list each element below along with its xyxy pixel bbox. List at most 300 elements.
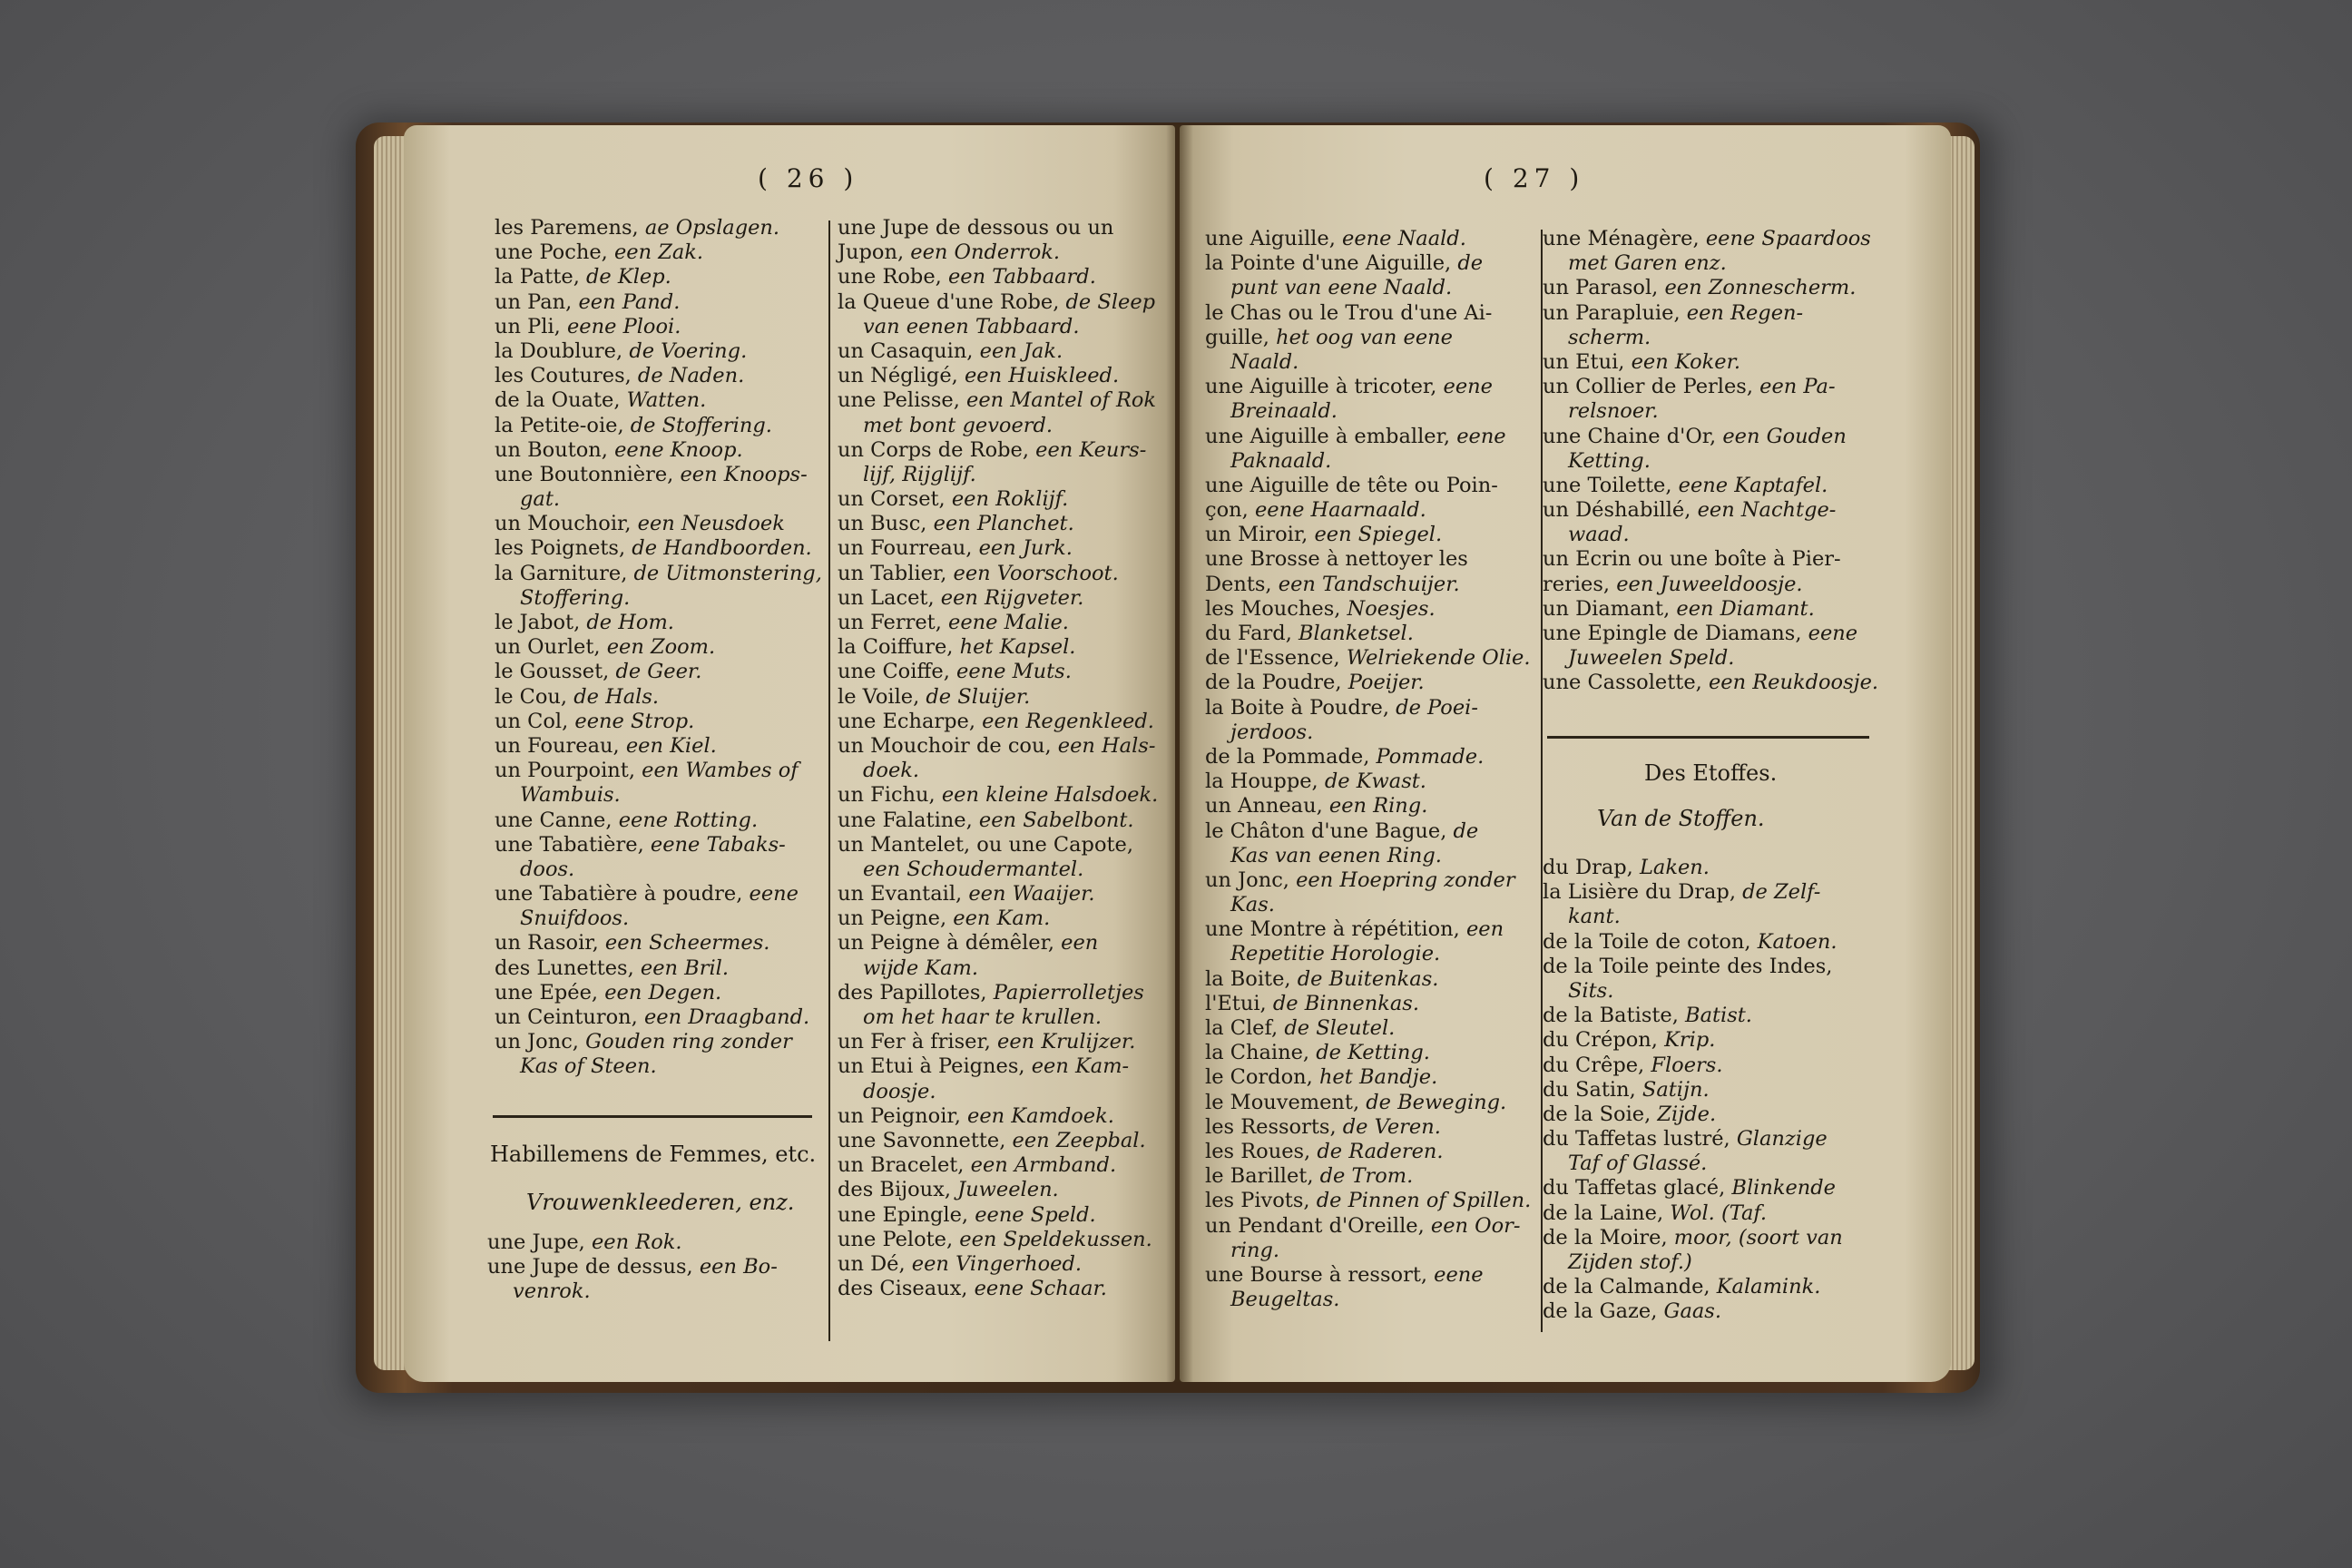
dictionary-entry-line (1205, 425, 1536, 449)
section-subtitle: Vrouwenkleederen, enz. (526, 1190, 795, 1215)
dutch-translation: moor, (soort van (1673, 1225, 1843, 1250)
french-term: le Cou, (495, 684, 574, 709)
dutch-translation: Glanzige (1736, 1127, 1828, 1152)
french-term: un Lacet, (838, 585, 941, 610)
dutch-translation: de Sleep (1065, 289, 1156, 314)
dutch-translation: het Kapsel. (959, 635, 1076, 660)
section-title: Habillemens de Femmes, etc. (490, 1142, 817, 1167)
dutch-translation: een Planchet. (933, 512, 1074, 536)
french-term: un Foureau, (495, 733, 626, 758)
french-term: un Bracelet, (838, 1153, 971, 1178)
dictionary-entry-line (1543, 979, 1878, 1004)
french-term: la Houppe, (1205, 769, 1325, 794)
french-term: un Peignoir, (838, 1103, 967, 1128)
dictionary-entry-line (495, 833, 821, 858)
dictionary-entry-line (1543, 1127, 1878, 1152)
dutch-translation: eene (1456, 424, 1506, 448)
dutch-translation: Gouden ring zonder (585, 1030, 792, 1054)
left-page-column-1 (495, 216, 821, 1080)
dictionary-entry-line (1543, 523, 1878, 547)
dutch-translation: doos. (520, 857, 575, 881)
dutch-translation: Kas van eenen Ring. (1230, 843, 1442, 867)
french-term: la Patte, (495, 265, 587, 289)
dutch-translation: Blinkende (1731, 1176, 1836, 1200)
dictionary-entry-line (838, 1153, 1164, 1178)
french-term: une Epingle de Diamans, (1543, 622, 1808, 645)
french-term: un Busc, (838, 512, 934, 536)
dictionary-entry-line (838, 759, 1164, 783)
french-term: la Coiffure, (838, 635, 960, 660)
dictionary-entry-line (1205, 1091, 1536, 1115)
french-term: une Aiguille à emballer, (1205, 424, 1457, 448)
french-term: un Jonc, (1205, 867, 1297, 892)
dutch-translation: Wambuis. (520, 783, 621, 808)
dictionary-entry-line (1205, 1065, 1536, 1090)
dictionary-entry-line (1543, 622, 1878, 646)
dutch-translation: een Kamdoek. (967, 1103, 1114, 1128)
french-term: des Papillotes, (838, 980, 994, 1004)
french-term: le Châton d'une Bague, (1205, 818, 1454, 843)
dictionary-entry-line (487, 1230, 814, 1255)
dutch-translation: een Kam. (953, 906, 1051, 931)
dictionary-entry-line (838, 1203, 1164, 1228)
dictionary-entry-line (1543, 1201, 1878, 1226)
french-term: un Diamant, (1543, 596, 1677, 621)
dictionary-entry-line (1543, 498, 1878, 523)
dictionary-entry-line (1543, 227, 1878, 251)
dictionary-entry-line (1205, 1041, 1536, 1065)
dictionary-entry-line (495, 685, 821, 710)
french-term: un Pendant d'Oreille, (1205, 1213, 1431, 1238)
dutch-translation: een Spiegel. (1314, 523, 1443, 547)
french-term: une Savonnette, (838, 1128, 1013, 1152)
french-term: le Cordon, (1205, 1065, 1319, 1090)
french-term: un Ferret, (838, 611, 949, 634)
french-term: un Peigne, (838, 906, 954, 931)
dutch-translation: een Mantel of Rok (966, 388, 1157, 413)
dictionary-entry-line (495, 808, 821, 833)
dictionary-entry-line (1543, 1078, 1878, 1102)
dutch-translation: eene Kaptafel. (1678, 473, 1828, 497)
dictionary-entry-line (1543, 573, 1878, 597)
dictionary-entry-line (495, 710, 821, 734)
french-term: un Etui, (1543, 349, 1632, 374)
dutch-translation: een Jak. (979, 338, 1063, 363)
dutch-translation: een Pa- (1759, 375, 1836, 399)
dictionary-entry-line (1205, 696, 1536, 720)
dictionary-entry-line (838, 1178, 1164, 1202)
french-term: une Pelote, (838, 1227, 960, 1251)
french-term: un Col, (495, 709, 575, 733)
section-rule (493, 1115, 812, 1118)
dictionary-entry-line (838, 1252, 1164, 1277)
dictionary-entry-line (1543, 930, 1878, 955)
dutch-translation: de Uitmonstering, (633, 561, 822, 585)
dutch-translation: de Sleutel. (1284, 1016, 1396, 1040)
french-term: çon, (1205, 498, 1255, 523)
dictionary-entry-line (1543, 856, 1878, 880)
dutch-translation: een Kam- (1031, 1054, 1130, 1079)
dictionary-entry-line (1205, 251, 1536, 276)
french-term: un Fichu, (838, 783, 942, 808)
section-rule (1547, 736, 1869, 739)
french-term: les Coutures, (495, 364, 638, 388)
dictionary-entry-line (1205, 573, 1536, 597)
dutch-translation: een Onderrok. (910, 240, 1061, 265)
dutch-translation: de Raderen. (1317, 1139, 1444, 1163)
dictionary-entry-line (1205, 671, 1536, 695)
french-term: un Jonc, (495, 1030, 586, 1054)
dutch-translation: Sits. (1568, 978, 1614, 1003)
dictionary-entry-line (1543, 350, 1878, 375)
dutch-translation: een Bo- (699, 1255, 778, 1279)
dutch-translation: Welriekende Olie. (1346, 646, 1531, 671)
french-term: de la Moire, (1543, 1225, 1674, 1250)
dictionary-entry-line (1543, 1275, 1878, 1299)
dutch-translation: Beugeltas. (1230, 1288, 1340, 1312)
dutch-translation: een kleine Halsdoek. (941, 783, 1159, 808)
dutch-translation: eene Rotting. (618, 808, 759, 832)
dutch-translation: een Tandschuijer. (1278, 572, 1460, 596)
dutch-translation: een Krulijzer. (997, 1030, 1136, 1054)
dutch-translation: de Hals. (573, 684, 660, 709)
dutch-translation: Juweelen Speld. (1568, 646, 1735, 671)
right-page (1180, 125, 1951, 1382)
dutch-translation: eene Muts. (956, 660, 1072, 684)
french-term: une Falatine, (838, 808, 979, 832)
dutch-translation: venrok. (513, 1279, 591, 1304)
dictionary-entry-line (838, 906, 1164, 931)
dictionary-entry-line (495, 660, 821, 684)
dictionary-entry-line (1543, 905, 1878, 929)
dictionary-entry-line (495, 882, 821, 906)
french-term: les Roues, (1205, 1139, 1318, 1163)
french-term: une Brosse à nettoyer les (1205, 547, 1468, 572)
dictionary-entry-line (1543, 375, 1878, 399)
dictionary-entry-line (495, 1054, 821, 1079)
dutch-translation: een Zeepbal. (1012, 1128, 1146, 1152)
french-term: une Aiguille, (1205, 227, 1342, 250)
dictionary-entry-line (1205, 547, 1536, 572)
dictionary-entry-line (495, 290, 821, 315)
french-term: une Canne, (495, 808, 619, 832)
french-term: une Bourse à ressort, (1205, 1262, 1435, 1287)
dictionary-entry-line (838, 1228, 1164, 1252)
french-term: la Petite-oie, (495, 413, 631, 437)
french-term: un Fourreau, (838, 536, 979, 561)
dutch-translation: eene (1443, 375, 1493, 399)
dictionary-entry-line (1543, 276, 1878, 300)
french-term: Dents, (1205, 572, 1279, 596)
dutch-translation: met Garen enz. (1568, 251, 1727, 276)
dictionary-entry-line (1205, 769, 1536, 794)
dictionary-entry-line (838, 1104, 1164, 1129)
dutch-translation: Batist. (1685, 1004, 1752, 1028)
french-term: les Ressorts, (1205, 1114, 1343, 1139)
dictionary-entry-line (495, 635, 821, 660)
dutch-translation: Papierrolletjes (993, 980, 1144, 1004)
dutch-translation: wijde Kam. (863, 956, 979, 980)
dutch-translation: Krip. (1664, 1028, 1716, 1053)
dictionary-entry-line (838, 463, 1164, 487)
dictionary-entry-line (495, 956, 821, 981)
dictionary-entry-line (838, 388, 1164, 413)
dutch-translation: eene Tabaks- (650, 832, 786, 857)
french-term: une Jupe, (487, 1230, 592, 1254)
dictionary-entry-line (1205, 1239, 1536, 1263)
dutch-translation: eene Schaar. (974, 1277, 1107, 1301)
dictionary-entry-line (495, 487, 821, 512)
column-divider (828, 220, 830, 1341)
dutch-translation: ae Opslagen. (644, 216, 780, 240)
dutch-translation: Kas. (1230, 893, 1275, 917)
dictionary-entry-line (495, 438, 821, 463)
dutch-translation: Noesjes. (1347, 596, 1436, 621)
dictionary-entry-line (838, 364, 1164, 388)
dutch-translation: de Beweging. (1366, 1090, 1507, 1114)
french-term: les Pivots, (1205, 1189, 1317, 1213)
dictionary-entry-line (495, 512, 821, 536)
dictionary-entry-line (1205, 819, 1536, 844)
dutch-translation: de Pinnen of Spillen. (1316, 1189, 1532, 1213)
french-term: de la Toile peinte des Indes, (1543, 954, 1833, 978)
dutch-translation: eene Haarnaald. (1254, 498, 1426, 523)
french-term: un Casaquin, (838, 338, 980, 363)
dictionary-entry-line (838, 833, 1164, 858)
dutch-translation: een Sabelbont. (978, 808, 1134, 832)
dictionary-entry-line (838, 956, 1164, 981)
dutch-translation: Katoen. (1757, 929, 1838, 954)
dictionary-entry-line (1205, 720, 1536, 745)
dictionary-entry-line (1543, 1176, 1878, 1200)
french-term: une Pelisse, (838, 388, 966, 413)
dutch-translation: de Poei- (1396, 695, 1478, 720)
french-term: un Anneau, (1205, 794, 1329, 818)
dutch-translation: een Hoepring zonder (1296, 867, 1515, 892)
dutch-translation: een Pand. (578, 289, 681, 314)
dutch-translation: de Kwast. (1324, 769, 1426, 794)
dictionary-entry-line (1543, 1152, 1878, 1176)
dutch-translation: Wol. (Taf. (1670, 1200, 1768, 1225)
french-term: de la Ouate, (495, 388, 627, 413)
dutch-translation: eene Naald. (1342, 227, 1466, 250)
dutch-translation: de Voering. (629, 338, 748, 363)
dictionary-entry-line (1205, 449, 1536, 474)
dutch-translation: Breinaald. (1230, 399, 1338, 424)
dictionary-entry-line (495, 216, 821, 240)
dictionary-entry-line (838, 512, 1164, 536)
dictionary-entry-line (838, 487, 1164, 512)
french-term: reries, (1543, 572, 1617, 596)
french-term: une Chaine d'Or, (1543, 424, 1723, 448)
dictionary-entry-line (495, 339, 821, 364)
dictionary-entry-line (1205, 326, 1536, 350)
dictionary-entry-line (1543, 1028, 1878, 1053)
french-term: un Négligé, (838, 364, 965, 388)
dictionary-entry-line (1205, 597, 1536, 622)
dictionary-entry-line (838, 611, 1164, 635)
dictionary-entry-line (1543, 1226, 1878, 1250)
dutch-translation: de Sluijer. (926, 684, 1031, 709)
dictionary-entry-line (495, 586, 821, 611)
dictionary-entry-line (838, 438, 1164, 463)
french-term: une Coiffe, (838, 660, 957, 684)
french-term: des Lunettes, (495, 956, 641, 980)
dutch-translation: ring. (1230, 1238, 1279, 1262)
dictionary-entry-line (1543, 646, 1878, 671)
dictionary-entry-line (495, 906, 821, 931)
french-term: des Bijoux, (838, 1178, 958, 1202)
french-term: un Mouchoir, (495, 512, 638, 536)
dictionary-entry-line (487, 1255, 814, 1279)
dictionary-entry-line (1205, 498, 1536, 523)
dictionary-entry-line (1543, 301, 1878, 326)
dutch-translation: een Rok. (591, 1230, 682, 1254)
dictionary-entry-line (1205, 967, 1536, 992)
dictionary-entry-line (1205, 893, 1536, 917)
dictionary-entry-line (838, 1005, 1164, 1030)
dutch-translation: Floers. (1651, 1053, 1723, 1077)
dutch-translation: eene Speld. (975, 1202, 1096, 1227)
dictionary-entry-line (838, 586, 1164, 611)
french-term: un Bouton, (495, 437, 615, 462)
dutch-translation: Kas of Steen. (520, 1054, 657, 1079)
dictionary-entry-line (495, 1005, 821, 1030)
french-term: du Crépon, (1543, 1028, 1665, 1053)
french-term: un Ourlet, (495, 635, 607, 660)
dutch-translation: een Keurs- (1035, 437, 1147, 462)
dictionary-entry-line (1543, 425, 1878, 449)
dutch-translation: een Diamant. (1676, 596, 1815, 621)
french-term: un Ecrin ou une boîte à Pier- (1543, 547, 1841, 572)
french-term: un Corps de Robe, (838, 437, 1036, 462)
dictionary-entry-line (838, 1030, 1164, 1054)
french-term: un Tablier, (838, 561, 954, 585)
dictionary-entry-line (495, 388, 821, 413)
dutch-translation: een Tabbaard. (947, 265, 1096, 289)
dutch-translation: een Regenkleed. (982, 709, 1154, 733)
french-term: une Boutonnière, (495, 462, 681, 486)
dutch-translation: scherm. (1568, 325, 1651, 349)
french-term: un Pourpoint, (495, 759, 642, 783)
dictionary-entry-line (1543, 1004, 1878, 1028)
french-term: le Voile, (838, 684, 926, 709)
dictionary-entry-line (1205, 917, 1536, 942)
dictionary-entry-line (1543, 326, 1878, 350)
dictionary-entry-line (1543, 251, 1878, 276)
dictionary-entry-line (1543, 671, 1878, 695)
french-term: du Taffetas lustré, (1543, 1127, 1737, 1152)
page-number-27: ( 27 ) (1484, 163, 1585, 193)
dictionary-entry-line (495, 414, 821, 438)
dictionary-entry-line (495, 611, 821, 635)
dutch-translation: eene Plooi. (566, 314, 681, 338)
dictionary-entry-line (838, 339, 1164, 364)
french-term: le Barillet, (1205, 1164, 1320, 1189)
dictionary-entry-line (838, 414, 1164, 438)
dictionary-entry-line (1205, 276, 1536, 300)
dutch-translation: Stoffering. (520, 585, 631, 610)
dictionary-entry-line (1205, 227, 1536, 251)
dictionary-entry-line (838, 315, 1164, 339)
dutch-translation: eene Knoop. (614, 437, 743, 462)
french-term: un Dé, (838, 1251, 912, 1276)
dutch-translation: een Bril. (640, 956, 730, 980)
french-term: les Mouches, (1205, 596, 1348, 621)
dutch-translation: een Wambes of (642, 759, 799, 783)
dictionary-entry-line (495, 981, 821, 1005)
dutch-translation: doek. (863, 759, 920, 783)
dutch-translation: de Trom. (1319, 1164, 1414, 1189)
french-term: la Boite à Poudre, (1205, 695, 1396, 720)
dutch-translation: Repetitie Horologie. (1230, 942, 1441, 966)
french-term: un Parapluie, (1543, 300, 1687, 325)
dutch-translation: eene Malie. (948, 611, 1069, 634)
french-term: de la Soie, (1543, 1102, 1658, 1126)
french-term: la Pointe d'une Aiguille, (1205, 251, 1458, 276)
dictionary-entry-line (1543, 547, 1878, 572)
french-term: une Tabatière, (495, 832, 651, 857)
french-term: du Taffetas glacé, (1543, 1176, 1732, 1200)
dutch-translation: de Klep. (586, 265, 671, 289)
dictionary-entry-line (1205, 646, 1536, 671)
dictionary-entry-line (1205, 399, 1536, 424)
dictionary-entry-line (495, 265, 821, 289)
dutch-translation: de Binnenkas. (1272, 991, 1419, 1015)
dutch-translation: een Zak. (613, 240, 704, 265)
french-term: du Fard, (1205, 622, 1299, 645)
dictionary-entry-line (838, 240, 1164, 265)
dutch-translation: een Zoom. (606, 635, 716, 660)
french-term: le Gousset, (495, 660, 616, 684)
dutch-translation: een Neusdoek (637, 512, 785, 536)
french-term: la Queue d'une Robe, (838, 289, 1066, 314)
dutch-translation: een Juweeldoosje. (1616, 572, 1803, 596)
dictionary-entry-line (1205, 474, 1536, 498)
dictionary-entry-line (838, 981, 1164, 1005)
dutch-translation: de Ketting. (1316, 1041, 1430, 1065)
french-term: une Epingle, (838, 1202, 975, 1227)
french-term: un Evantail, (838, 882, 969, 906)
dictionary-entry-line (838, 931, 1164, 956)
french-term: le Chas ou le Trou d'une Ai- (1205, 300, 1493, 325)
dictionary-entry-line (838, 562, 1164, 586)
dictionary-entry-line (1205, 1189, 1536, 1213)
french-term: une Aiguille de tête ou Poin- (1205, 473, 1498, 497)
dutch-translation: om het haar te krullen. (863, 1005, 1102, 1029)
french-term: une Robe, (838, 265, 948, 289)
french-term: un Pan, (495, 289, 579, 314)
french-term: un Collier de Perles, (1543, 375, 1760, 399)
dutch-translation: eene Strop. (574, 709, 695, 733)
dutch-translation: waad. (1568, 523, 1630, 547)
french-term: une Jupe de dessus, (487, 1255, 700, 1279)
book-gutter (1166, 125, 1193, 1382)
dutch-translation: een Zonnescherm. (1664, 276, 1857, 300)
dutch-translation: het Bandje. (1318, 1065, 1438, 1090)
dutch-translation: Zijde. (1657, 1102, 1717, 1126)
french-term: de l'Essence, (1205, 646, 1347, 671)
dutch-translation: een Vingerhoed. (911, 1251, 1082, 1276)
left-page-column-1-continued (487, 1230, 814, 1305)
dutch-translation: Poeijer. (1348, 671, 1425, 695)
french-term: un Rasoir, (495, 931, 605, 956)
dutch-translation: Watten. (626, 388, 707, 413)
dictionary-entry-line (838, 536, 1164, 561)
dictionary-entry-line (838, 685, 1164, 710)
french-term: un Déshabillé, (1543, 498, 1698, 523)
french-term: un Mantelet, ou une Capote, (838, 832, 1134, 857)
